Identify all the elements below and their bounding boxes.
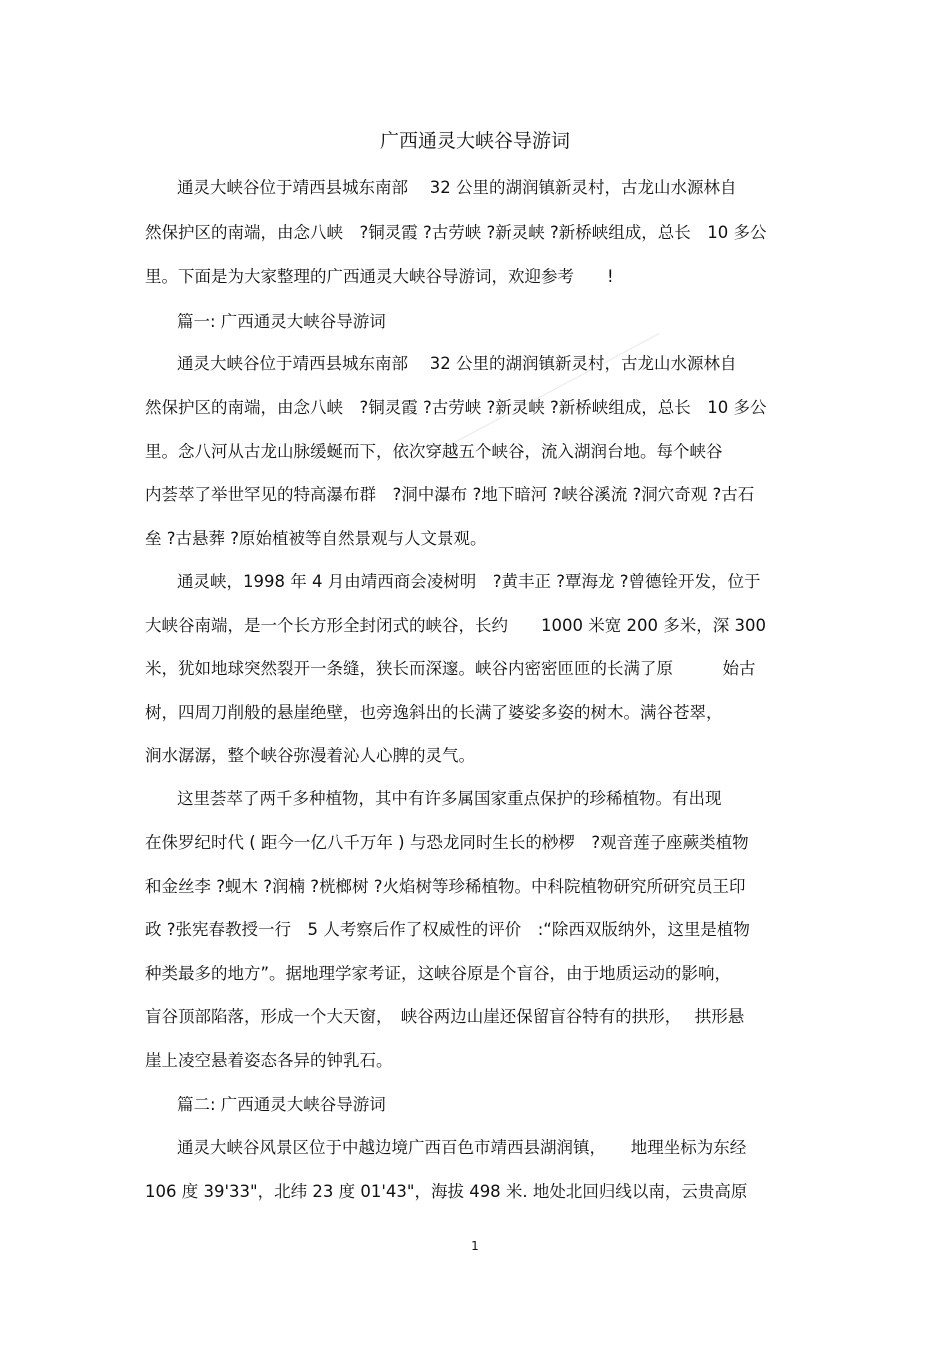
text-line: 种类最多的地方”。据地理学家考证，这峡谷原是个盲谷，由于地质运动的影响， [145, 964, 732, 983]
page-title: 广西通灵大峡谷导游词 [379, 130, 570, 152]
section-heading: 篇一: 广西通灵大峡谷导游词 [177, 312, 386, 331]
text-line: 然保护区的南端，由念八峡 ?铜灵霞 ?古劳峡 ?新灵峡 ?新桥峡组成，总长 10 多公 [145, 398, 767, 417]
text-line: 政 ?张宪春教授一行 5 人考察后作了权威性的评价 :“除西双版纳外，这里是植物 [145, 920, 750, 939]
text-line: 106 度 39'33"，北纬 23 度 01'43"，海拔 498 米. 地处北回归线以南，云贵高原 [145, 1182, 748, 1201]
text-line: 盲谷顶部陷落，形成一个大天窗， 峡谷两边山崖还保留盲谷特有的拱形， 拱形悬 [145, 1007, 745, 1026]
text-line: 垒 ?古悬葬 ?原始植被等自然景观与人文景观。 [145, 529, 487, 548]
text-line: 然保护区的南端，由念八峡 ?铜灵霞 ?古劳峡 ?新灵峡 ?新桥峡组成，总长 10 多公 [145, 223, 767, 242]
text-line: 这里荟萃了两千多种植物，其中有许多属国家重点保护的珍稀植物。有出现 [177, 789, 722, 808]
text-line: 通灵大峡谷位于靖西县城东南部 32 公里的湖润镇新灵村，古龙山水源林自 [177, 354, 737, 373]
section-heading: 篇二: 广西通灵大峡谷导游词 [177, 1095, 386, 1114]
text-line: 树，四周刀削般的悬崖绝壁，也旁逸斜出的长满了婆娑多姿的树木。满谷苍翠， [145, 703, 723, 722]
text-line: 大峡谷南端，是一个长方形全封闭式的峡谷，长约 1000 米宽 200 多米，深 300 [145, 616, 766, 635]
text-line: 里。下面是为大家整理的广西通灵大峡谷导游词，欢迎参考 ! [145, 267, 614, 286]
text-line: 在侏罗纪时代 ( 距今一亿八千万年 ) 与恐龙同时生长的桫椤 ?观音莲子座蕨类植物 [145, 833, 749, 852]
text-line: 涧水潺潺，整个峡谷弥漫着沁人心脾的灵气。 [145, 746, 475, 765]
text-line: 通灵大峡谷位于靖西县城东南部 32 公里的湖润镇新灵村，古龙山水源林自 [177, 178, 737, 197]
text-line: 里。念八河从古龙山脉缓蜒而下，依次穿越五个峡谷，流入湖润台地。每个峡谷 [145, 442, 723, 461]
text-line: 米，犹如地球突然裂开一条缝，狭长而深邃。峡谷内密密匝匝的长满了原 始古 [145, 659, 756, 678]
text-line: 通灵大峡谷风景区位于中越边境广西百色市靖西县湖润镇， 地理坐标为东经 [177, 1138, 747, 1157]
text-line: 崖上凌空悬着姿态各异的钟乳石。 [145, 1051, 393, 1070]
text-line: 和金丝李 ?蚬木 ?润楠 ?桄榔树 ?火焰树等珍稀植物。中科院植物研究所研究员王印 [145, 877, 746, 896]
text-line: 内荟萃了举世罕见的特高瀑布群 ?洞中瀑布 ?地下暗河 ?峡谷溪流 ?洞穴奇观 ?古石 [145, 485, 755, 504]
text-line: 通灵峡，1998 年 4 月由靖西商会凌树明 ?黄丰正 ?覃海龙 ?曾德铨开发，位于 [177, 572, 761, 591]
page-number: 1 [471, 1239, 479, 1253]
